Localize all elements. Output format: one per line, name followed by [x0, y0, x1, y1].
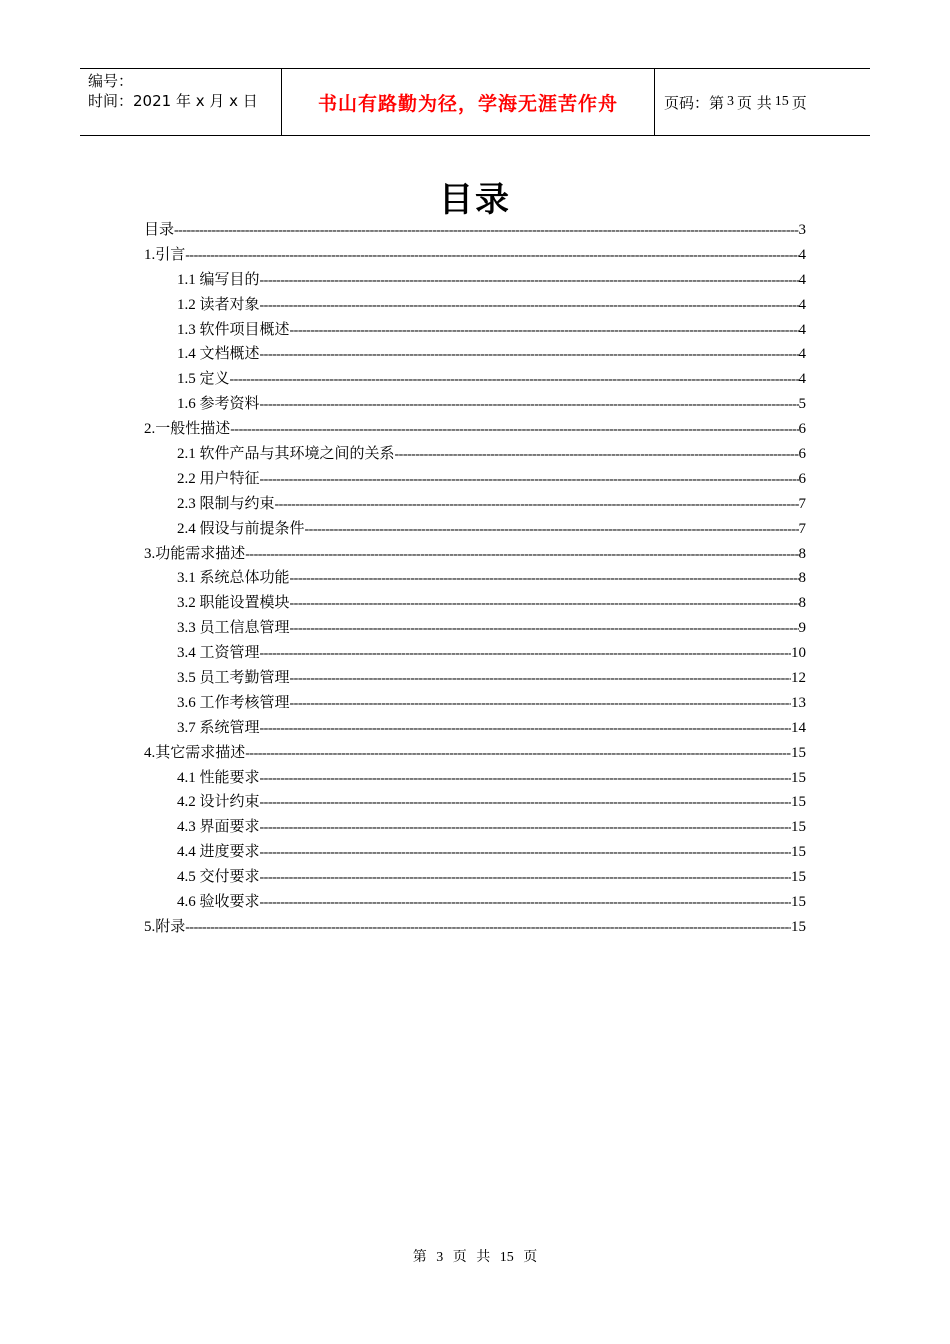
toc-entry[interactable]	[144, 790, 806, 815]
toc-entry-label: 2.一般性描述	[144, 421, 231, 438]
toc-entry-label: 2.3 限制与约束	[177, 495, 275, 512]
toc-entry-page-number: 15	[791, 819, 806, 836]
toc-entry[interactable]	[144, 243, 806, 268]
toc-entry-page-number: 6	[798, 421, 806, 438]
toc-entry[interactable]	[144, 865, 806, 890]
toc-dot-leader	[185, 248, 798, 264]
toc-entry-page-number: 5	[798, 396, 806, 413]
toc-entry-label: 1.4 文档概述	[177, 346, 260, 363]
toc-entry-label: 5.附录	[144, 918, 186, 935]
toc-entry-page-number: 4	[798, 271, 806, 288]
toc-entry[interactable]	[144, 666, 806, 691]
toc-entry[interactable]	[144, 591, 806, 616]
toc-entry-page-number: 6	[798, 470, 806, 487]
toc-dot-leader	[260, 721, 791, 737]
toc-entry[interactable]	[144, 616, 806, 641]
toc-entry-label: 2.2 用户特征	[177, 470, 260, 487]
toc-entry-page-number: 15	[791, 894, 806, 911]
toc-entry[interactable]	[144, 342, 806, 367]
toc-entry-label: 3.4 工资管理	[177, 645, 260, 662]
toc-entry[interactable]	[144, 293, 806, 318]
toc-entry-page-number: 9	[798, 620, 806, 637]
toc-entry[interactable]	[144, 716, 806, 741]
toc-entry[interactable]	[144, 890, 806, 915]
toc-title: 目录	[439, 180, 511, 220]
toc-entry-label: 3.功能需求描述	[144, 545, 246, 562]
toc-dot-leader	[305, 522, 799, 538]
toc-dot-leader	[290, 571, 799, 587]
toc-entry[interactable]	[144, 492, 806, 517]
toc-dot-leader	[245, 547, 798, 563]
toc-entry-label: 1.5 定义	[177, 371, 230, 388]
toc-entry[interactable]	[144, 915, 806, 940]
toc-dot-leader	[185, 920, 791, 936]
toc-entry[interactable]	[144, 840, 806, 865]
toc-entry-label: 4.其它需求描述	[144, 744, 246, 761]
toc-entry-label: 1.3 软件项目概述	[177, 321, 290, 338]
toc-entry[interactable]	[144, 392, 806, 417]
toc-entry-label: 3.3 员工信息管理	[177, 620, 290, 637]
toc-entry-label: 4.2 设计约束	[177, 794, 260, 811]
toc-entry[interactable]	[144, 766, 806, 791]
toc-entry-label: 4.3 界面要求	[177, 819, 260, 836]
page-total-number: 15	[774, 94, 789, 109]
toc-entry-page-number: 4	[798, 296, 806, 313]
document-date-label: 时间：2021 年 x 月 x 日	[88, 92, 258, 110]
toc-entry-label: 1.引言	[144, 246, 186, 263]
toc-dot-leader	[260, 397, 799, 413]
toc-dot-leader	[290, 671, 791, 687]
header-motto: 书山有路勤为径，学海无涯苦作舟	[317, 92, 618, 115]
page-suffix: 页	[791, 93, 807, 112]
toc-entry[interactable]	[144, 741, 806, 766]
toc-entry-page-number: 14	[791, 719, 806, 736]
toc-dot-leader	[230, 372, 799, 388]
header-page-cell	[655, 69, 870, 135]
toc-entry-page-number: 3	[798, 222, 806, 238]
toc-dot-leader	[260, 820, 791, 836]
toc-entry[interactable]	[144, 367, 806, 392]
toc-entry-label: 2.4 假设与前提条件	[177, 520, 305, 537]
toc-dot-leader	[290, 621, 799, 637]
page-current-number: 3	[727, 94, 735, 109]
toc-dot-leader	[260, 347, 799, 363]
toc-entry[interactable]	[144, 691, 806, 716]
header-motto-cell	[282, 69, 655, 135]
toc-entry[interactable]	[144, 566, 806, 591]
toc-entry-label: 3.5 员工考勤管理	[177, 670, 290, 687]
toc-dot-leader	[260, 795, 791, 811]
toc-entry-page-number: 6	[798, 446, 806, 463]
toc-entry-page-number: 8	[798, 545, 806, 562]
toc-dot-leader	[260, 895, 791, 911]
toc-entry-page-number: 15	[791, 794, 806, 811]
toc-dot-leader	[230, 422, 798, 438]
toc-entry-label: 2.1 软件产品与其环境之间的关系	[177, 446, 395, 463]
toc-dot-leader	[260, 298, 799, 314]
toc-dot-leader	[290, 323, 799, 339]
toc-dot-leader	[245, 746, 791, 762]
toc-entry-label: 1.2 读者对象	[177, 296, 260, 313]
toc-entry-page-number: 15	[791, 769, 806, 786]
page-footer: 第 3 页 共 15 页	[412, 1250, 538, 1265]
toc-entry[interactable]	[144, 467, 806, 492]
toc-dot-leader	[260, 870, 791, 886]
toc-entry-label: 4.6 验收要求	[177, 894, 260, 911]
toc-entry-page-number: 4	[798, 246, 806, 263]
document-number-label: 编号：	[88, 72, 134, 90]
toc-entry[interactable]	[144, 542, 806, 567]
toc-entry-page-number: 7	[798, 495, 806, 512]
toc-entry-label: 1.1 编写目的	[177, 271, 260, 288]
toc-entry[interactable]	[144, 218, 806, 243]
toc-entry-page-number: 15	[791, 744, 806, 761]
toc-entry-label: 3.6 工作考核管理	[177, 694, 290, 711]
toc-entry[interactable]	[144, 517, 806, 542]
toc-dot-leader	[290, 596, 799, 612]
toc-dot-leader	[260, 646, 791, 662]
toc-entry-label: 目录	[144, 222, 175, 238]
toc-entry-page-number: 12	[791, 670, 806, 687]
toc-dot-leader	[260, 771, 791, 787]
toc-entry-page-number: 10	[791, 645, 806, 662]
toc-dot-leader	[260, 845, 791, 861]
toc-entry-label: 3.2 职能设置模块	[177, 595, 290, 612]
toc-entry-page-number: 15	[791, 869, 806, 886]
toc-dot-leader	[275, 497, 799, 513]
toc-entry-page-number: 8	[798, 595, 806, 612]
toc-entry-label: 4.1 性能要求	[177, 769, 260, 786]
toc-entry-label: 3.1 系统总体功能	[177, 570, 290, 587]
page-mid: 页 共	[737, 93, 772, 112]
toc-dot-leader	[174, 223, 798, 239]
toc-dot-leader	[260, 472, 799, 488]
page-header	[80, 68, 870, 136]
toc-entry-label: 4.4 进度要求	[177, 844, 260, 861]
toc-entry[interactable]	[144, 318, 806, 343]
toc-dot-leader	[260, 273, 799, 289]
toc-entry[interactable]	[144, 641, 806, 666]
table-of-contents	[144, 218, 806, 940]
toc-entry-label: 1.6 参考资料	[177, 396, 260, 413]
toc-entry[interactable]	[144, 815, 806, 840]
toc-entry-page-number: 4	[798, 346, 806, 363]
toc-entry-page-number: 13	[791, 694, 806, 711]
toc-entry-page-number: 15	[791, 844, 806, 861]
toc-entry-page-number: 8	[798, 570, 806, 587]
page-prefix: 页码：第	[664, 93, 725, 112]
toc-entry-page-number: 4	[798, 321, 806, 338]
toc-entry[interactable]	[144, 417, 806, 442]
toc-entry-page-number: 15	[791, 918, 806, 935]
toc-dot-leader	[395, 447, 799, 463]
header-meta-cell	[80, 69, 282, 135]
toc-entry-label: 4.5 交付要求	[177, 869, 260, 886]
toc-entry-page-number: 4	[798, 371, 806, 388]
toc-entry-page-number: 7	[798, 520, 806, 537]
toc-entry[interactable]	[144, 268, 806, 293]
toc-entry[interactable]	[144, 442, 806, 467]
toc-dot-leader	[290, 696, 791, 712]
toc-entry-label: 3.7 系统管理	[177, 719, 260, 736]
